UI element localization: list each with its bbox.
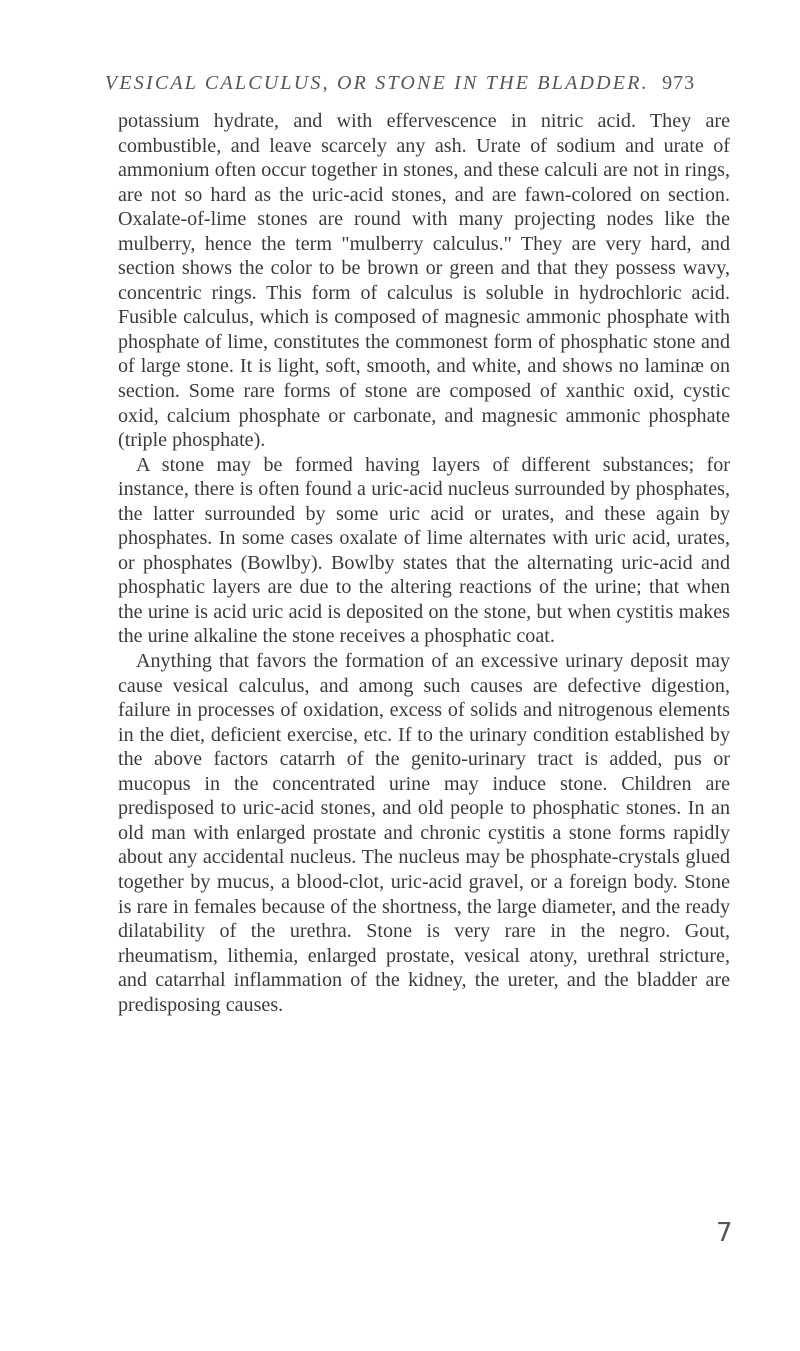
body-text [118,109,730,1017]
page-number: 973 [662,72,696,94]
running-title: VESICAL CALCULUS, OR STONE IN THE BLADDER. [104,72,649,94]
paragraph-continued: potassium hydrate, and with effervescence in nitric acid. They are combustible, and leave scarcely any ash. Urate of sodium and urate of ammonium often occur together in stones, and these calculi are not in rings, are not so hard as the uric-acid stones, and are fawn-colored on section. Oxalate-of-lime stones are round with many projecting nodes like the mulberry, hence the term "mulberry calculus." They are very hard, and section shows the color to be brown or green and that they possess wavy, concentric rings. This form of calculus is soluble in hydrochloric acid. Fusible calculus, which is composed of magnesic ammonic phosphate with phosphate of lime, constitutes the commonest form of phosphatic stone and of large stone. It is light, soft, smooth, and white, and shows no laminæ on section. Some rare forms of stone are composed of xanthic oxid, cystic oxid, calcium phosphate or carbonate, and magnesic ammonic phosphate (triple phosphate). [118,110,730,452]
signature-mark: 7 [716,1218,733,1248]
paragraph-layered-stones: A stone may be formed having layers of different substances; for instance, there is often found a uric-acid nucleus surrounded by phosphates, the latter surrounded by some uric acid or urates, and these again by phosphates. In some cases oxalate of lime alternates with uric acid, urates, or phosphates (Bowlby). Bowlby states that the alternating uric-acid and phosphatic layers are due to the altering reactions of the urine; that when the urine is acid uric acid is deposited on the stone, but when cystitis makes the urine alkaline the stone receives a phosphatic coat. [118,453,730,648]
paragraph-causes: Anything that favors the formation of an excessive urinary deposit may cause vesical calculus, and among such causes are defective digestion, failure in processes of oxidation, excess of solids and nitrogenous elements in the diet, deficient exercise, etc. If to the urinary condition established by the above factors catarrh of the genito-urinary tract is added, pus or mucopus in the concentrated urine may induce stone. Children are predisposed to uric-acid stones, and old people to phosphatic stones. In an old man with enlarged prostate and chronic cystitis a stone forms rapidly about any accidental nucleus. The nucleus may be phosphate-crystals glued together by mucus, a blood-clot, uric-acid gravel, or a foreign body. Stone is rare in females because of the shortness, the large diameter, and the ready dilatability of the urethra. Stone is very rare in the negro. Gout, rheumatism, lithemia, enlarged prostate, vesical atony, urethral stricture, and catarrhal inflammation of the kidney, the ureter, and the bladder are predisposing causes. [118,650,730,1016]
running-header [0,72,800,95]
